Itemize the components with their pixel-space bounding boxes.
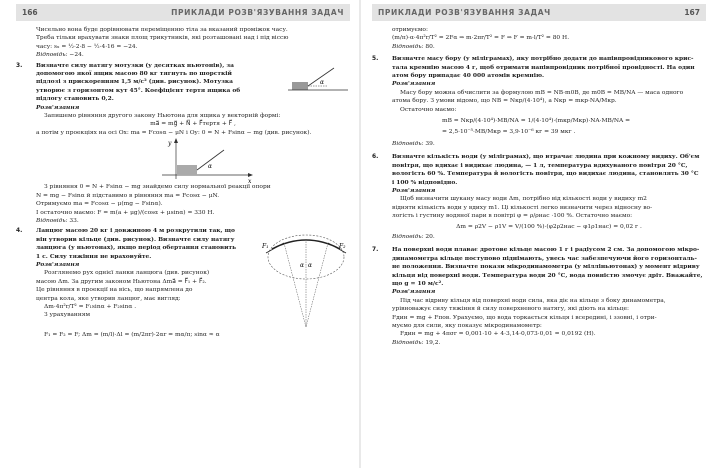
- statement-line: атом бору припадає 40 000 атомів кремнію.: [392, 72, 545, 80]
- solution-line: Це рівняння в проекції на вісь, що напрямлена до: [36, 287, 193, 294]
- problem-number: 5.: [372, 56, 379, 63]
- left-page-header: [16, 4, 350, 21]
- answer-value: 20.: [425, 233, 435, 240]
- statement-line: тала кремнію масою 4 г, щоб отримати напівпровідник потрібної провідності. На один: [392, 63, 695, 71]
- intro-block: [16, 26, 350, 60]
- statement-line: Визначте силу натягу мотузки (у десятках ньютонів), за: [36, 61, 234, 69]
- problem-4-text: [36, 227, 262, 331]
- answer-label: Відповідь:: [392, 43, 424, 50]
- problem-4-statement: [36, 227, 262, 261]
- equation-line: = 2,5·10⁻⁵·MB/Mкр = 3,9·10⁻⁶ кг = 39 мкг .: [442, 129, 576, 136]
- statement-line: що g = 10 м/с².: [392, 279, 444, 287]
- problem-7: [372, 246, 706, 347]
- statement-line: На поверхні води плаває дротове кільце масою 1 г і радіусом 2 см. За допомогою мікро-: [392, 246, 700, 254]
- y-arrow-icon: [174, 138, 178, 143]
- problem-3-statement-row: [36, 62, 350, 104]
- solution-line: Масу бору можна обчислити за формулою mB = NB·m0B, де m0B = MB/NA — маса одного: [400, 89, 684, 96]
- equation-line: Δm·4π²r/T² = F₁sinα + F₂sinα .: [44, 303, 137, 310]
- solution-label: Розв'язання: [392, 80, 436, 88]
- box-shape: [177, 165, 197, 175]
- right-content: [372, 26, 706, 347]
- solution-line: І остаточно маємо: F = m(a + μg)/(cosα + μsinα) = 330 Н.: [36, 209, 215, 216]
- solution-line: Отримуємо ma = Fcosα − μ(mg − Fsinα).: [36, 201, 163, 208]
- angle-label: α: [300, 262, 305, 270]
- statement-line: вологість 60 %. Температура й вологість повітря, що видихає людина, становлять 30 °С: [392, 170, 699, 178]
- statement-line: він утворив кільце (див. рисунок). Визначте силу натягу: [36, 235, 235, 243]
- right-page: [360, 0, 720, 468]
- statement-line: Визначте масу бору (у міліграмах), яку потрібно додати до напівпровідникового крис-: [392, 55, 694, 63]
- answer-label: Відповідь:: [36, 217, 68, 224]
- answer-value: 19,2.: [425, 339, 441, 346]
- force-f1-label: F₁: [262, 243, 269, 251]
- problem-6-statement: [392, 153, 706, 187]
- left-page-number: 166: [22, 8, 38, 17]
- solution-line: муємо для сили, яку показує мікродинамометр:: [392, 323, 542, 329]
- solution-line: атома бору. З умови відомо, що NB = Nкр/(4·10⁴), а Nкр = mкр·NA/Mкр.: [392, 98, 617, 105]
- problem-6: [372, 153, 706, 241]
- problem-number: 3.: [16, 62, 23, 69]
- answer-line: [392, 43, 706, 51]
- solution-line: З урахуванням: [44, 312, 91, 319]
- intro-line: часу: sₓ = ½·2·8 − ½·4·16 = −24.: [36, 43, 138, 50]
- answer-line: [36, 217, 350, 225]
- right-page-header: [372, 4, 706, 21]
- solution-line: N = mg − Fsinα й підставимо в рівняння ma = Fcosα − μN.: [36, 192, 220, 199]
- x-arrow-icon: [248, 173, 253, 177]
- statement-line: і 100 % відповідно.: [392, 178, 458, 186]
- solution-label: Розв'язання: [36, 260, 80, 268]
- problem-4-body: [36, 227, 350, 339]
- statement-line: динамометра кільце поступово піднімають, увесь час забезпечуючи його горизонталь-: [392, 254, 697, 262]
- left-header-title: ПРИКЛАДИ РОЗВ'ЯЗУВАННЯ ЗАДАЧ: [171, 8, 344, 17]
- statement-line: ланцюга (у ньютонах), якщо період обертання становить: [36, 244, 237, 252]
- problem-number: 6.: [372, 154, 379, 161]
- solution-line: центра кола, яке утворив ланцюг, має вигляд:: [36, 295, 181, 302]
- right-header-title: ПРИКЛАДИ РОЗВ'ЯЗУВАННЯ ЗАДАЧ: [378, 8, 551, 17]
- problem-4-row: [36, 227, 350, 331]
- solution-line: логість і густину водяної пари в повітрі φ = ρ/ρнас ·100 %. Остаточно маємо:: [392, 213, 633, 220]
- radius-line: [306, 243, 328, 327]
- problem-7-statement: [392, 246, 706, 288]
- statement-line: не положення. Визначте покази мікродинамометра (у мілліньютонах) у момент відриву: [392, 263, 700, 271]
- solution-line: З рівняння 0 = N + Fsinα − mg знайдемо силу нормальної реакції опори: [44, 184, 271, 191]
- solution-label: Розв'язання: [392, 186, 436, 194]
- answer-value: 39.: [425, 140, 435, 147]
- answer-value: 80.: [425, 43, 435, 50]
- statement-line: повітря, що вдихає і видихає людина, — 1 л, температура вдихуваного повітря 20 °С,: [392, 161, 688, 169]
- statement-line: утворює з горизонтом кут 45°. Коефіцієнт тертя ящика об: [36, 86, 241, 94]
- answer-label: Відповідь:: [36, 52, 68, 59]
- solution-line: Fдин = mg + Fпов. Урахуємо, що вода торкається кільця і всередині, і ззовні, і отри-: [392, 314, 657, 321]
- answer-line: [392, 140, 706, 148]
- problem-3-body: [36, 62, 350, 226]
- answer-label: Відповідь:: [392, 140, 424, 147]
- problem-5: [372, 55, 706, 148]
- equation-line: (m/π)·α·4π²r/T² = 2Fα ⇒ m·2πr/T² = F ⇒ F = m·l/T² = 80 Н.: [392, 35, 570, 42]
- problem-7-body: [392, 246, 706, 347]
- right-page-number: 167: [684, 8, 700, 17]
- answer-line: [392, 339, 706, 347]
- statement-line: Ланцюг масою 20 кг і довжиною 4 м розкрутили так, що: [36, 227, 235, 235]
- statement-line: 1 с. Силу тяжіння не враховуйте.: [36, 252, 152, 260]
- chain-ring-figure: [262, 227, 350, 331]
- statement-line: Визначте кількість води (у міліграмах), що втрачає людина при кожному видиху. Об'єм: [392, 153, 700, 161]
- answer-line: [36, 51, 350, 59]
- answer-value: −24.: [69, 52, 84, 59]
- solution-label: Розв'язання: [392, 288, 436, 296]
- statement-line: кільця від поверхні води. Температура води 20 °С, вода повністю змочує дріт. Вважайте,: [392, 271, 703, 279]
- axes-figure: [36, 137, 336, 183]
- answer-value: 33.: [69, 217, 79, 224]
- solution-line: Запишемо рівняння другого закону Ньютона для ящика у векторній формі:: [44, 113, 281, 120]
- problem-3-statement: [36, 62, 288, 104]
- angle-label: α: [208, 163, 213, 171]
- radius-line: [284, 243, 306, 327]
- answer-label: Відповідь:: [392, 233, 424, 240]
- force-f1-vector: [266, 243, 284, 253]
- solution-line: відняти кількість води у вдиху m1. Ці кількості легко визначити через відносну во-: [392, 204, 653, 211]
- statement-line: підлозі з прискоренням 1,5 м/с² (див. рисунок). Мотузка: [36, 78, 233, 86]
- axis-x-label: x: [248, 178, 252, 184]
- problem-4: [16, 227, 350, 339]
- problem-5-body: [392, 55, 706, 148]
- problem-number: 4.: [16, 228, 23, 235]
- solution-line: Розглянемо рух однієї ланки ланцюга (див. рисунок): [44, 270, 210, 277]
- equation-line: ma⃗ = mg⃗ + N⃗ + F⃗тертя + F⃗ ,: [150, 121, 236, 128]
- problem-6-body: [392, 153, 706, 241]
- box-rope-figure: [288, 62, 350, 96]
- left-content: [16, 26, 350, 340]
- solution-line: Остаточно маємо:: [400, 106, 457, 113]
- problem-5-statement: [392, 55, 706, 80]
- answer-line: [392, 233, 706, 241]
- force-f2-label: F₂: [339, 243, 346, 251]
- solution-line: отримуємо:: [392, 27, 428, 33]
- statement-line: підлогу становить 0,2.: [36, 95, 114, 103]
- continuation-block: [372, 26, 706, 51]
- intro-line: Чисельно вона буде дорівнювати переміщенню тіла за вказаний проміжок часу.: [36, 27, 288, 33]
- box-shape: [292, 82, 308, 90]
- angle-label: α: [308, 262, 313, 270]
- solution-line: урівноважує силу тяжіння й силу поверхневого натягу, які діють на кільце:: [392, 306, 629, 313]
- solution-line: масою Δm. За другим законом Ньютона Δma⃗ = F⃗₁ + F⃗₂.: [36, 278, 207, 285]
- equation-line: mB = Nкр/(4·10⁴)·MB/NA = 1/(4·10⁴)·(mкр/Mкр)·NA·MB/NA =: [442, 118, 631, 125]
- equation-line: Fдин = mg + 4πσr = 0,001·10 + 4·3,14·0,073·0,01 = 0,0192 (Н).: [400, 331, 596, 338]
- problem-3: [16, 62, 350, 226]
- solution-line: Під час відриву кільця від поверхні води сила, яка діє на кільце з боку динамометра,: [400, 297, 666, 304]
- problem-number: 7.: [372, 247, 379, 254]
- solution-line: а потім у проекціях на осі Ox: ma = Fcosα − μN і Oy: 0 = N + Fsinα − mg (див. рисунок).: [36, 129, 312, 136]
- answer-label: Відповідь:: [392, 339, 424, 346]
- equation-line: Δm = ρ2V − ρ1V = V/(100 %)·(φ2ρ2нас − φ1ρ1нас) = 0,02 г .: [456, 223, 642, 230]
- solution-label: Розв'язання: [36, 103, 80, 111]
- solution-line: Щоб визначити шукану масу води Δm, потрібно від кількості води у видиху m2: [400, 196, 647, 203]
- axis-y-label: y: [168, 140, 172, 148]
- intro-line: Треба тільки врахувати знаки площ трикутників, які розташовані над і під віссю: [36, 35, 289, 42]
- equation-line: F₁ = F₂ = F; Δm = (m/l)·Δl = (m/2πr)·2αr = mα/π; sinα ≈ α: [44, 332, 220, 339]
- angle-label: α: [320, 78, 325, 86]
- statement-line: допомогою якої ящик масою 80 кг тягнуть по шорсткій: [36, 70, 232, 78]
